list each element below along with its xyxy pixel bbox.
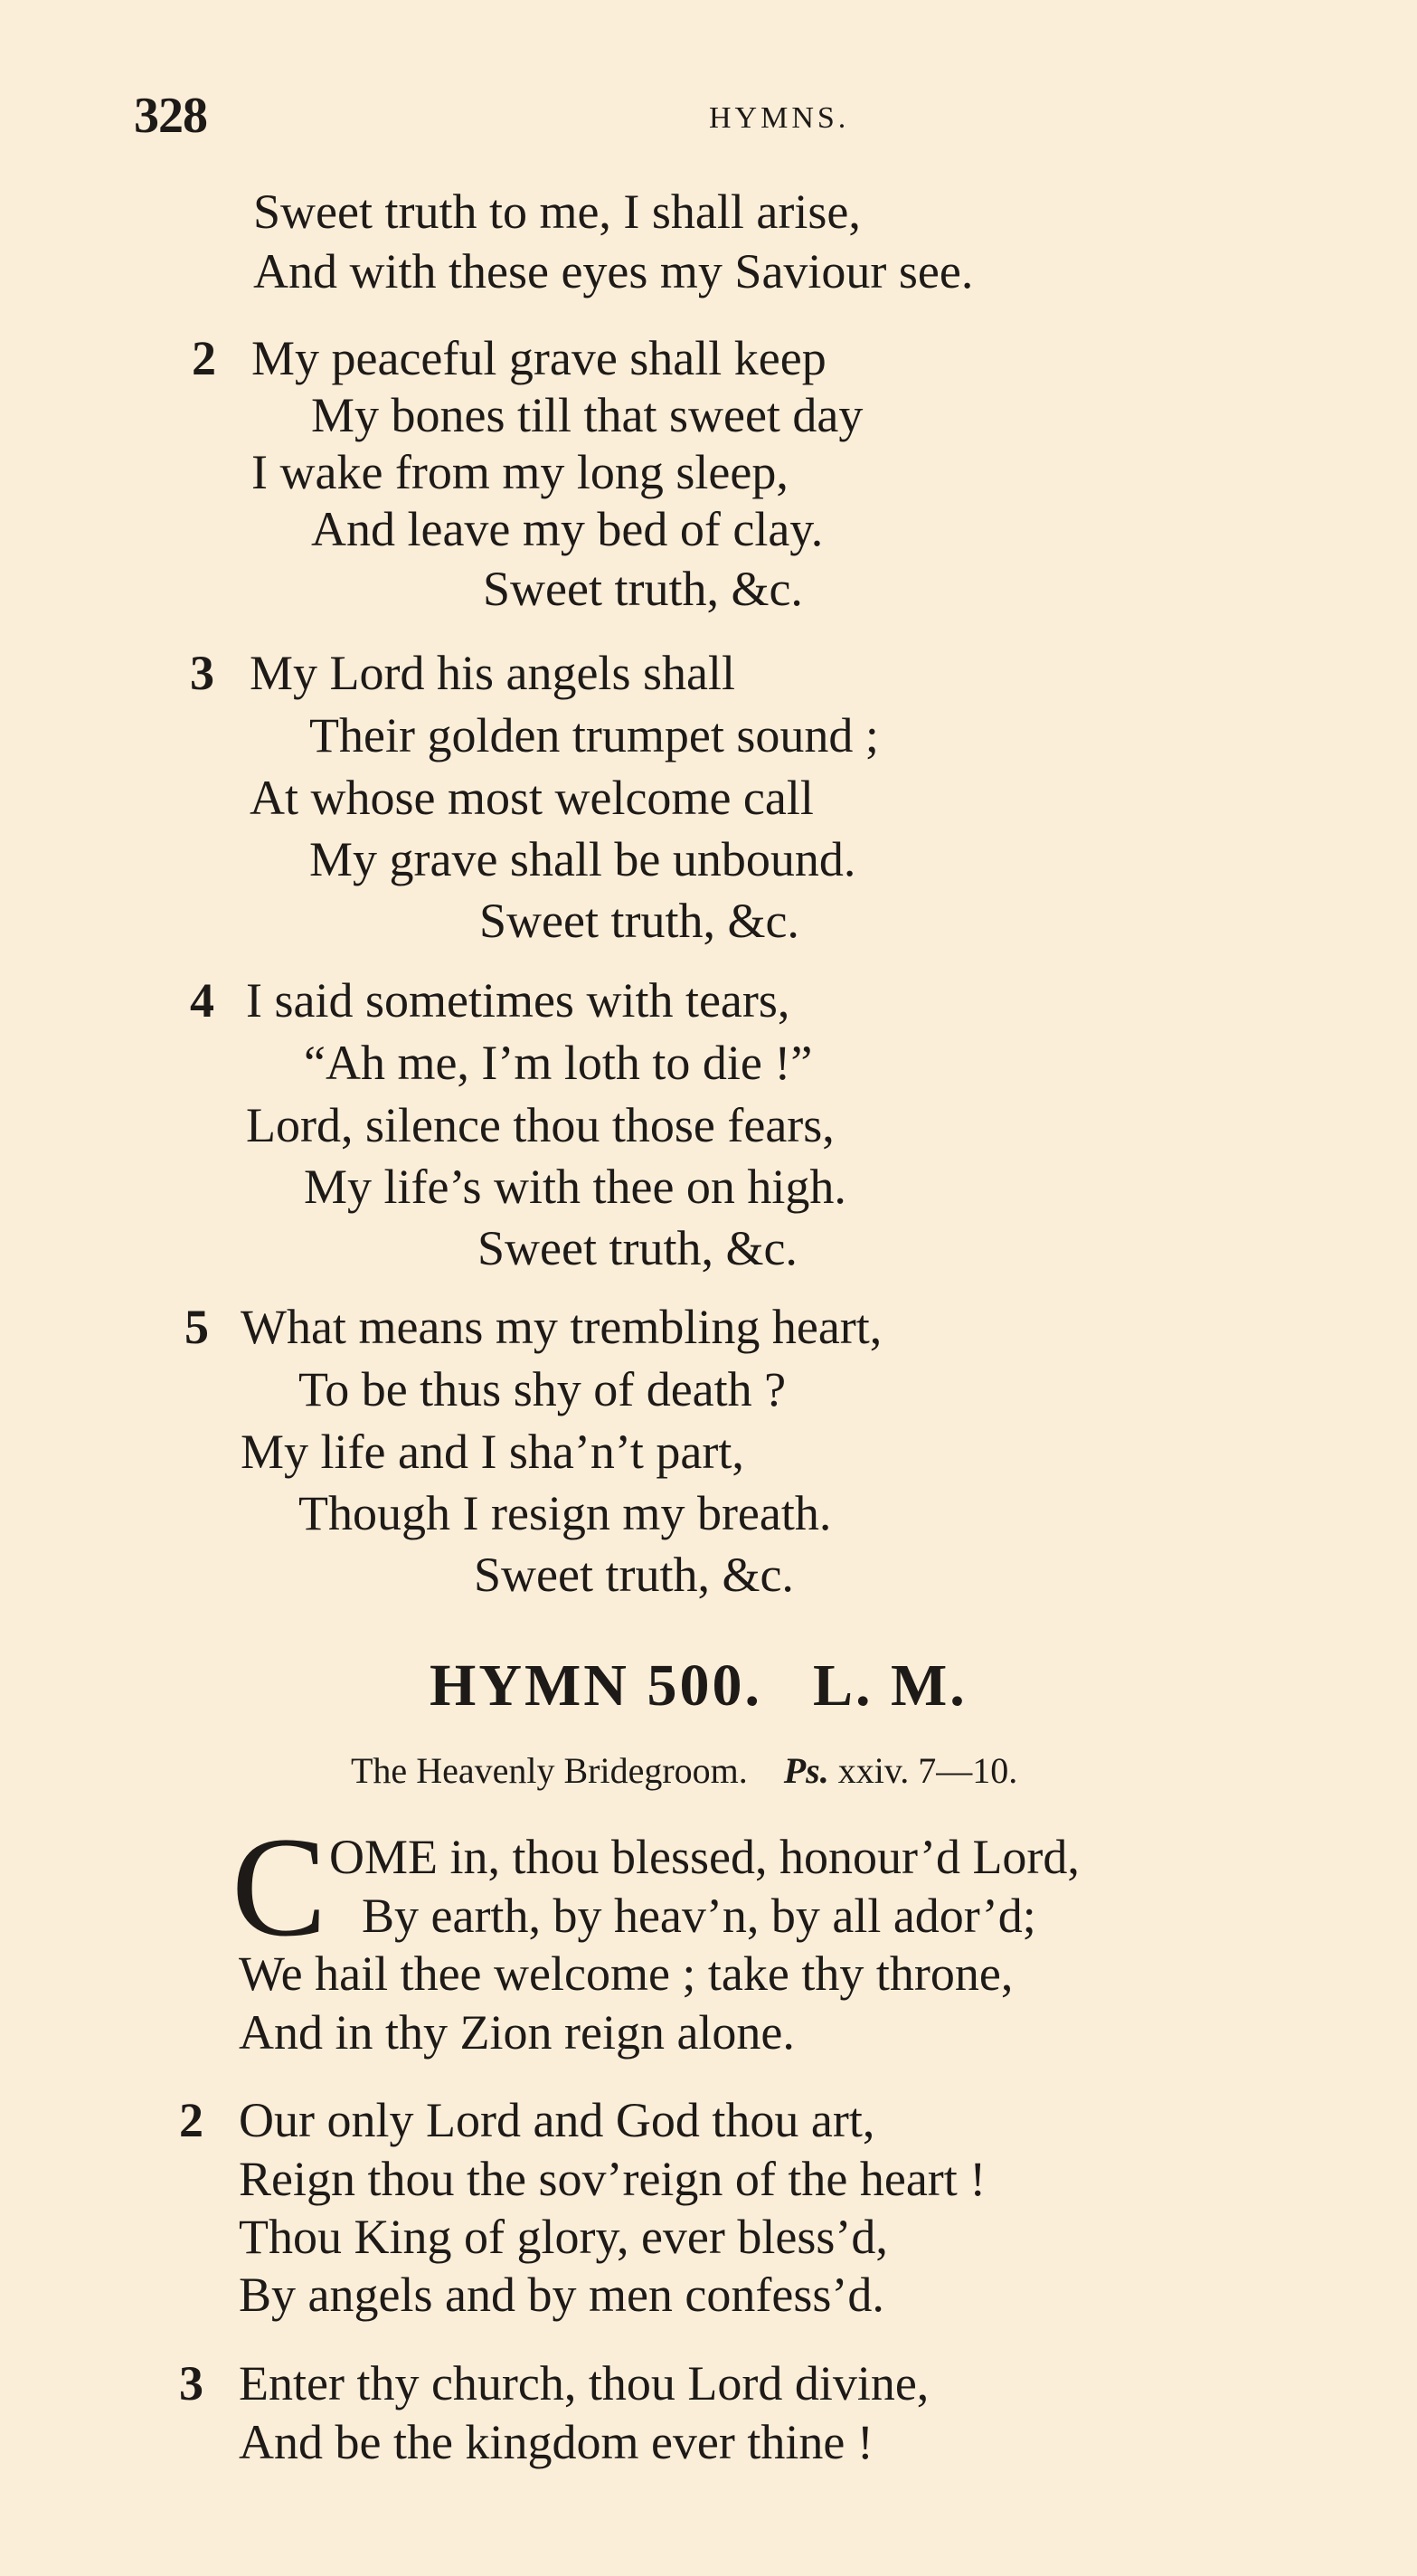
verse-line: OME in, thou blessed, honour’d Lord, [329,1830,1080,1884]
continuation-line: And with these eyes my Saviour see. [253,244,974,298]
refrain-line: Sweet truth, &c. [477,1221,798,1275]
verse-number: 3 [190,646,214,700]
drop-cap: C [231,1808,327,1966]
verse-line: And in thy Zion reign alone. [239,2005,795,2060]
verse-line: “Ah me, I’m loth to die !” [304,1036,813,1090]
verse-line: By angels and by men confess’d. [239,2268,884,2322]
verse-line: I wake from my long sleep, [251,445,789,499]
verse-line: My Lord his angels shall [250,646,735,700]
verse-line: By earth, by heav’n, by all ador’d; [362,1889,1036,1943]
verse-line: My life and I sha’n’t part, [241,1425,744,1479]
hymn-subtitle-text: The Heavenly Bridegroom. [351,1750,748,1791]
hymn-number: HYMN 500. [430,1653,762,1719]
verse-line: Enter thy church, thou Lord divine, [239,2356,930,2410]
verse-number: 4 [190,973,214,1028]
continuation-line: Sweet truth to me, I shall arise, [253,185,861,239]
hymn-title [430,1652,968,1720]
verse-line: Their golden trumpet sound ; [309,708,879,762]
verse-line: I said sometimes with tears, [246,973,790,1028]
verse-line: What means my trembling heart, [241,1300,883,1354]
refrain-line: Sweet truth, &c. [479,894,799,948]
verse-line: Though I resign my breath. [298,1486,832,1540]
hymn-subtitle [351,1749,1017,1792]
verse-line: Our only Lord and God thou art, [239,2093,875,2147]
verse-number: 2 [192,331,216,385]
verse-line: My peaceful grave shall keep [251,331,827,385]
page-number: 328 [134,88,207,144]
refrain-line: Sweet truth, &c. [483,562,803,616]
verse-line: My grave shall be unbound. [309,832,856,886]
verse-line: Thou King of glory, ever bless’d, [239,2210,888,2264]
verse-line: My bones till that sweet day [311,388,864,442]
verse-line: And leave my bed of clay. [311,502,824,556]
verse-number: 3 [179,2356,203,2410]
verse-line: Reign thou the sov’reign of the heart ! [239,2152,987,2206]
verse-line: To be thus shy of death ? [298,1362,787,1416]
verse-line: At whose most welcome call [250,771,814,825]
verse-line: My life’s with thee on high. [304,1160,846,1214]
verse-line: We hail thee welcome ; take thy throne, [239,1946,1014,2001]
running-head: HYMNS. [709,101,850,135]
verse-line: Lord, silence thou those fears, [246,1098,835,1152]
verse-line: And be the kingdom ever thine ! [239,2415,874,2469]
refrain-line: Sweet truth, &c. [474,1548,794,1602]
verse-number: 5 [184,1300,209,1354]
verse-number: 2 [179,2093,203,2147]
hymn-meter: L. M. [812,1653,968,1719]
scripture-reference: Ps. xxiv. 7—10. [783,1750,1018,1791]
